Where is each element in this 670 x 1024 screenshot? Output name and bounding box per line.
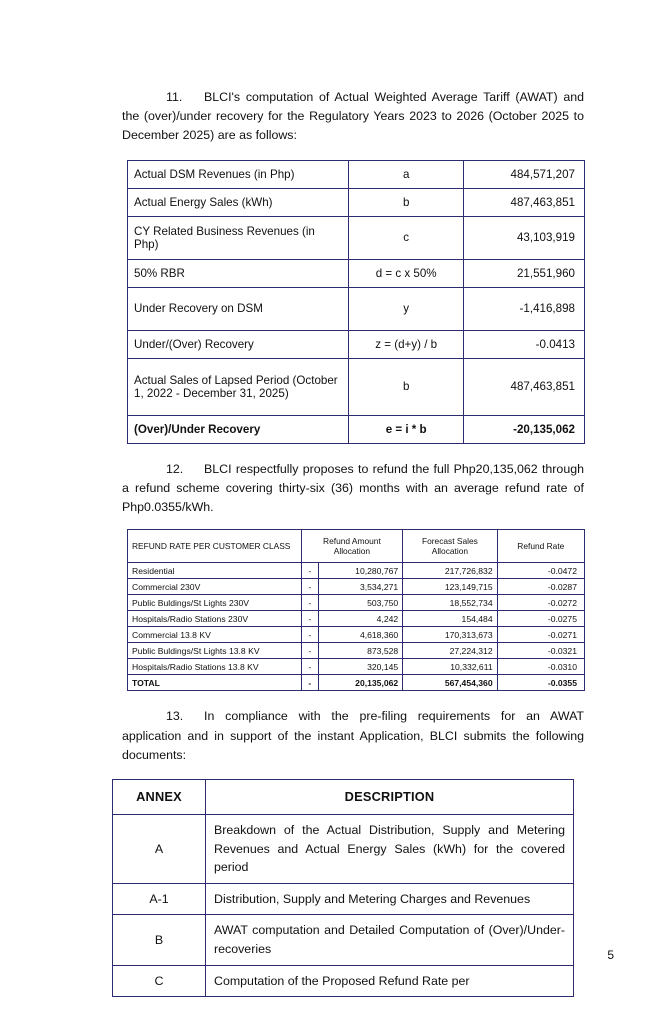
refund-row-class: Residential <box>128 563 302 579</box>
annex-table <box>112 779 574 997</box>
awat-row-value: 43,103,919 <box>464 216 585 259</box>
awat-row-value: 487,463,851 <box>464 188 585 216</box>
refund-row-rate: -0.0321 <box>497 643 584 659</box>
annex-header-annex: ANNEX <box>113 779 206 814</box>
refund-header-amount: Refund Amount Allocation <box>301 530 403 563</box>
refund-row-dash: - <box>301 659 318 675</box>
annex-row-code: B <box>113 915 206 965</box>
refund-table-head <box>128 530 585 563</box>
refund-row-dash: - <box>301 563 318 579</box>
paragraph-12 <box>122 460 584 518</box>
refund-row-sales: 27,224,312 <box>403 643 497 659</box>
refund-row-dash: - <box>301 643 318 659</box>
table-row <box>113 965 574 997</box>
awat-row-formula: b <box>349 358 464 415</box>
awat-row-formula: e = i * b <box>349 415 464 443</box>
awat-row-value: -1,416,898 <box>464 287 585 330</box>
refund-header-rate: Refund Rate <box>497 530 584 563</box>
table-row <box>128 643 585 659</box>
awat-table-body <box>128 160 585 443</box>
awat-row-label: Under Recovery on DSM <box>128 287 349 330</box>
paragraph-12-text: BLCI respectfully proposes to refund the full Php20,135,062 through a refund scheme covering thirty-six (36) months with an average refund rate of Php0.0355/kWh. <box>122 461 584 515</box>
refund-row-rate: -0.0271 <box>497 627 584 643</box>
awat-row-label: Under/(Over) Recovery <box>128 330 349 358</box>
awat-row-value: -20,135,062 <box>464 415 585 443</box>
awat-row-label: (Over)/Under Recovery <box>128 415 349 443</box>
table-row-total <box>128 675 585 691</box>
refund-row-dash: - <box>301 611 318 627</box>
refund-row-amount: 10,280,767 <box>318 563 402 579</box>
table-row <box>128 627 585 643</box>
refund-row-sales: 154,484 <box>403 611 497 627</box>
awat-row-formula: c <box>349 216 464 259</box>
refund-row-sales: 217,726,832 <box>403 563 497 579</box>
refund-header-class: REFUND RATE PER CUSTOMER CLASS <box>128 530 302 563</box>
refund-row-class: Commercial 230V <box>128 579 302 595</box>
table-row <box>128 595 585 611</box>
awat-row-label: 50% RBR <box>128 259 349 287</box>
refund-row-amount: 4,618,360 <box>318 627 402 643</box>
table-row <box>113 883 574 915</box>
awat-row-label: Actual DSM Revenues (in Php) <box>128 160 349 188</box>
annex-row-code: C <box>113 965 206 997</box>
awat-row-value: 484,571,207 <box>464 160 585 188</box>
refund-total-rate: -0.0355 <box>497 675 584 691</box>
table-header-row <box>128 530 585 563</box>
refund-table-body <box>128 563 585 691</box>
refund-row-dash: - <box>301 595 318 611</box>
refund-row-sales: 18,552,734 <box>403 595 497 611</box>
page-number: 5 <box>607 948 614 962</box>
refund-total-dash: - <box>301 675 318 691</box>
refund-row-class: Public Buldings/St Lights 13.8 KV <box>128 643 302 659</box>
refund-row-rate: -0.0287 <box>497 579 584 595</box>
refund-row-sales: 10,332,611 <box>403 659 497 675</box>
annex-row-description: AWAT computation and Detailed Computation of (Over)/Under-recoveries <box>206 915 574 965</box>
table-row <box>128 611 585 627</box>
table-row <box>128 188 585 216</box>
table-row <box>128 579 585 595</box>
refund-total-sales: 567,454,360 <box>403 675 497 691</box>
refund-header-sales: Forecast Sales Allocation <box>403 530 497 563</box>
refund-row-amount: 4,242 <box>318 611 402 627</box>
paragraph-11 <box>122 88 584 146</box>
annex-row-code: A <box>113 814 206 883</box>
table-row <box>113 915 574 965</box>
table-row <box>128 330 585 358</box>
refund-row-sales: 170,313,673 <box>403 627 497 643</box>
paragraph-12-number: 12. <box>166 461 184 476</box>
table-row-total <box>128 415 585 443</box>
paragraph-11-number: 11. <box>166 90 183 104</box>
awat-row-formula: b <box>349 188 464 216</box>
annex-row-description: Breakdown of the Actual Distribution, Supply and Metering Revenues and Actual Energy Sales (kWh) for the covered period <box>206 814 574 883</box>
table-row <box>128 287 585 330</box>
refund-total-label: TOTAL <box>128 675 302 691</box>
page-content <box>122 88 584 997</box>
table-row <box>128 563 585 579</box>
refund-row-rate: -0.0275 <box>497 611 584 627</box>
refund-total-amount: 20,135,062 <box>318 675 402 691</box>
paragraph-13-number: 13. <box>166 709 184 724</box>
refund-row-amount: 3,534,271 <box>318 579 402 595</box>
annex-header-description: DESCRIPTION <box>206 779 574 814</box>
awat-row-value: 21,551,960 <box>464 259 585 287</box>
annex-table-head <box>113 779 574 814</box>
annex-row-description: Distribution, Supply and Metering Charges and Revenues <box>206 883 574 915</box>
paragraph-13 <box>122 707 584 765</box>
awat-row-formula: a <box>349 160 464 188</box>
paragraph-13-text: In compliance with the pre-filing requirements for an AWAT application and in support of the instant Application, BLCI submits the following documents: <box>122 709 584 762</box>
refund-row-rate: -0.0310 <box>497 659 584 675</box>
awat-row-formula: d = c x 50% <box>349 259 464 287</box>
awat-computation-table <box>127 160 585 444</box>
refund-row-amount: 320,145 <box>318 659 402 675</box>
refund-row-amount: 503,750 <box>318 595 402 611</box>
table-row <box>128 160 585 188</box>
awat-row-value: 487,463,851 <box>464 358 585 415</box>
refund-row-sales: 123,149,715 <box>403 579 497 595</box>
refund-row-class: Commercial 13.8 KV <box>128 627 302 643</box>
refund-row-rate: -0.0272 <box>497 595 584 611</box>
paragraph-11-text: BLCI's computation of Actual Weighted Average Tariff (AWAT) and the (over)/under recovery for the Regulatory Years 2023 to 2026 (October 2025 to December 2025) are as follows: <box>122 90 584 143</box>
table-header-row <box>113 779 574 814</box>
awat-row-label: CY Related Business Revenues (in Php) <box>128 216 349 259</box>
refund-row-amount: 873,528 <box>318 643 402 659</box>
refund-row-class: Hospitals/Radio Stations 230V <box>128 611 302 627</box>
table-row <box>128 659 585 675</box>
awat-row-formula: z = (d+y) / b <box>349 330 464 358</box>
refund-rate-table <box>127 529 585 691</box>
annex-row-description: Computation of the Proposed Refund Rate per <box>206 965 574 997</box>
awat-row-formula: y <box>349 287 464 330</box>
refund-row-rate: -0.0472 <box>497 563 584 579</box>
refund-row-class: Public Buldings/St Lights 230V <box>128 595 302 611</box>
refund-row-class: Hospitals/Radio Stations 13.8 KV <box>128 659 302 675</box>
refund-row-dash: - <box>301 627 318 643</box>
awat-row-label: Actual Sales of Lapsed Period (October 1, 2022 - December 31, 2025) <box>128 358 349 415</box>
awat-row-label: Actual Energy Sales (kWh) <box>128 188 349 216</box>
annex-row-code: A-1 <box>113 883 206 915</box>
table-row <box>128 216 585 259</box>
awat-row-value: -0.0413 <box>464 330 585 358</box>
refund-row-dash: - <box>301 579 318 595</box>
table-row <box>128 259 585 287</box>
table-row <box>128 358 585 415</box>
table-row <box>113 814 574 883</box>
annex-table-body <box>113 814 574 996</box>
